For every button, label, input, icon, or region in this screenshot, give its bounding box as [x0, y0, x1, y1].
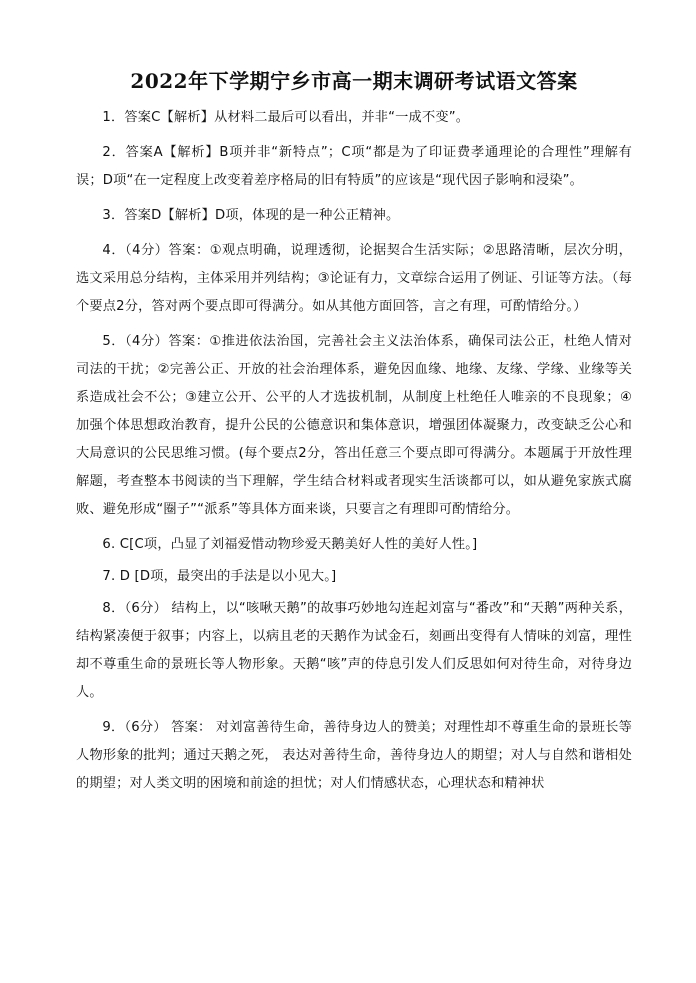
answer-sheet-page [76, 68, 632, 805]
answer-6: 6. C[C项，凸显了刘福爱惜动物珍爱天鹅美好人性的美好人性。] [102, 537, 478, 552]
answer-4: 4．（4分）答案：①观点明确，说理透彻，论据契合生活实际；②思路清晰，层次分明，选文采用总分结构，主体采用并列结构；③论证有力，文章综合运用了例证、引证等方法。（每个要点2分，答对两个要点即可得满分。如从其他方面回答，言之有理，可酌情给分。） [76, 243, 632, 314]
answer-3: 3．答案D【解析】D项，体现的是一种公正精神。 [102, 208, 400, 223]
answer-1: 1．答案C【解析】从材料二最后可以看出，并非“一成不变”。 [102, 110, 470, 125]
answer-8: 8．（6分） 结构上，以“咳啾天鹅”的故事巧妙地勾连起刘富与“番改”和“天鹅”两种关系，结构紧凑便于叙事；内容上，以病且老的天鹅作为试金石，刻画出变得有人情味的刘富，理性却不尊重生命的景班长等人物形象。天鹅“咳”声的侍息引发人们反思如何对待生命，对待身边人。 [76, 601, 632, 700]
answer-7: 7. D [D项，最突出的手法是以小见大。] [102, 569, 337, 584]
answer-2: 2．答案A【解析】B项并非“新特点”；C项“都是为了印证费孝通理论的合理性”理解有误；D项“在一定程度上改变着差序格局的旧有特质”的应该是“现代因子影响和浸染”。 [76, 145, 632, 188]
page-title: 2022年下学期宁乡市高一期末调研考试语文答案 [130, 69, 578, 93]
answer-5: 5．（4分）答案：①推进依法治国，完善社会主义法治体系，确保司法公正，杜绝人情对司法的干扰；②完善公正、开放的社会治理体系，避免因血缘、地缘、友缘、学缘、业缘等关系造成社会不公；③建立公开、公平的人才选拔机制，从制度上杜绝任人唯亲的不良现象；④加强个体思想政治教育，提升公民的公德意识和集体意识，增强团体凝聚力，改变缺乏公心和大局意识的公民思维习惯。(每个要点2分，答出任意三个要点即可得满分。本题属于开放性理解题，考查整本书阅读的当下理解，学生结合材料或者现实生活谈都可以，如从避免家族式腐败、避免形成“圈子”“派系”等具体方面来谈，只要言之有理即可酌情给分。 [76, 334, 632, 517]
answer-9: 9．（6分） 答案： 对刘富善待生命，善待身边人的赞美；对理性却不尊重生命的景班长等人物形象的批判；通过天鹅之死， 表达对善待生命，善待身边人的期望；对人与自然和谐相处的期望；对人类文明的困境和前途的担忧；对人们情感状态，心理状态和精神状 [76, 720, 632, 791]
